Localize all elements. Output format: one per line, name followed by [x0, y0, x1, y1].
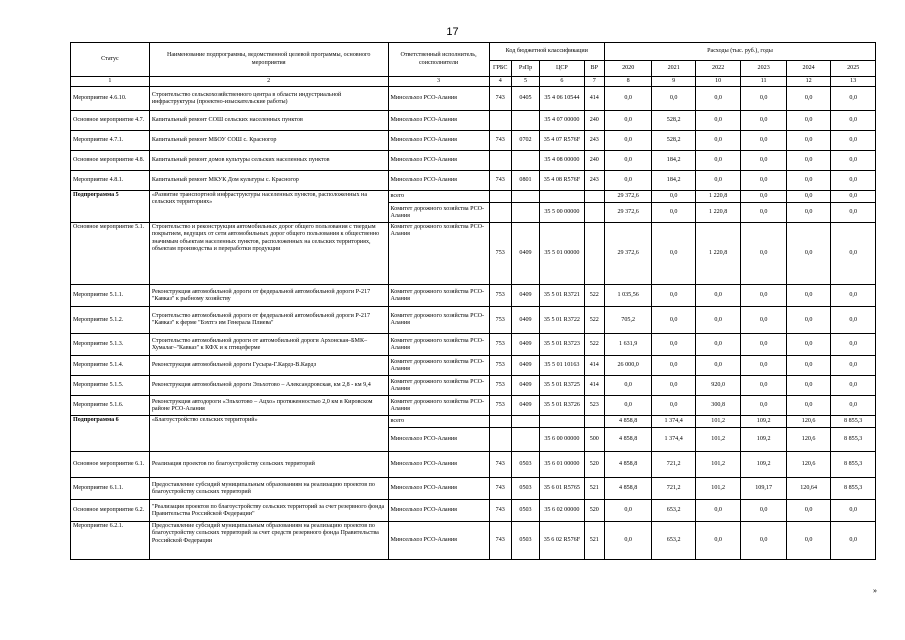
- row-executor: Минсельхоз РСО-Алания: [388, 500, 489, 522]
- row-csr: 35 4 07 00000: [540, 111, 584, 131]
- row-2022: 101,2: [695, 478, 741, 500]
- subprogram-total-2024: 120,6: [786, 416, 830, 428]
- row-status: Мероприятие 6.1.1.: [71, 478, 150, 500]
- row-2021: 0,0: [652, 223, 695, 285]
- subprogram-total-label: всего: [388, 416, 489, 428]
- col-number: 5: [511, 77, 539, 87]
- row-2024: 0,0: [786, 500, 830, 522]
- row-2022: 0,0: [695, 334, 741, 356]
- row-status: Мероприятие 4.7.1.: [71, 131, 150, 151]
- row-2025: 0,0: [831, 307, 876, 334]
- row-rzpr: 0405: [511, 87, 539, 111]
- table-row: [71, 522, 876, 560]
- row-2021: 0,0: [652, 285, 695, 307]
- col-number: 3: [388, 77, 489, 87]
- row-2021: 0,0: [652, 334, 695, 356]
- subprogram-exec-2025: 8 855,3: [831, 428, 876, 452]
- row-status: Основное мероприятие 6.1.: [71, 452, 150, 478]
- row-2023: 0,0: [741, 396, 787, 416]
- row-2021: 184,2: [652, 151, 695, 171]
- subprogram-exec-2025: 0,0: [831, 203, 876, 223]
- row-2023: 109,2: [741, 452, 787, 478]
- row-2025: 0,0: [831, 87, 876, 111]
- row-csr: 35 4 08 R576F: [540, 171, 584, 191]
- row-vr: 414: [584, 376, 604, 396]
- row-rzpr: 0503: [511, 452, 539, 478]
- row-grbs: 743: [489, 171, 511, 191]
- row-2021: 0,0: [652, 376, 695, 396]
- row-2023: 0,0: [741, 307, 787, 334]
- row-vr: 414: [584, 87, 604, 111]
- row-grbs: 753: [489, 307, 511, 334]
- row-name: Капитальный ремонт МКУК Дом культуры с. Красногор: [149, 171, 388, 191]
- row-2022: 101,2: [695, 452, 741, 478]
- header-year: 2020: [604, 61, 652, 77]
- row-2024: 0,0: [786, 307, 830, 334]
- row-executor: Комитет дорожного хозяйства РСО-Алания: [388, 376, 489, 396]
- row-vr: 414: [584, 356, 604, 376]
- row-2024: 0,0: [786, 131, 830, 151]
- row-executor: Минсельхоз РСО-Алания: [388, 111, 489, 131]
- row-2020: 29 372,6: [604, 223, 652, 285]
- row-status: Основное мероприятие 6.2.: [71, 500, 150, 522]
- row-executor: Минсельхоз РСО-Алания: [388, 171, 489, 191]
- row-csr: 35 5 01 00000: [540, 223, 584, 285]
- row-grbs: 743: [489, 478, 511, 500]
- row-executor: Минсельхоз РСО-Алания: [388, 131, 489, 151]
- row-grbs: 753: [489, 376, 511, 396]
- row-2022: 0,0: [695, 151, 741, 171]
- row-status: Мероприятие 5.1.3.: [71, 334, 150, 356]
- row-2021: 528,2: [652, 111, 695, 131]
- subprogram-exec-2020: 4 858,8: [604, 428, 652, 452]
- row-2022: 0,0: [695, 111, 741, 131]
- row-2025: 0,0: [831, 334, 876, 356]
- col-number: 2: [149, 77, 388, 87]
- row-2024: 0,0: [786, 356, 830, 376]
- header-rzpr: РзПр: [511, 61, 539, 77]
- row-grbs: 753: [489, 285, 511, 307]
- row-csr: 35 5 01 R3721: [540, 285, 584, 307]
- subprogram-status: Подпрограмма 6: [71, 416, 150, 452]
- row-csr: 35 4 06 10544: [540, 87, 584, 111]
- row-2024: 0,0: [786, 285, 830, 307]
- table-row: [71, 131, 876, 151]
- row-name: Реконструкция автомобильной дороги от федеральной автомобильной дороги Р-217 "Кавказ" к рыбному хозяйству: [149, 285, 388, 307]
- row-2024: 0,0: [786, 151, 830, 171]
- row-executor: Комитет дорожного хозяйства РСО-Алания: [388, 285, 489, 307]
- table-row: [71, 307, 876, 334]
- row-status: Основное мероприятие 4.7.: [71, 111, 150, 131]
- header-year: 2021: [652, 61, 695, 77]
- row-2021: 184,2: [652, 171, 695, 191]
- row-status: Мероприятие 4.6.10.: [71, 87, 150, 111]
- row-2020: 4 858,8: [604, 452, 652, 478]
- col-number: 12: [786, 77, 830, 87]
- row-2023: 0,0: [741, 87, 787, 111]
- header-year: 2025: [831, 61, 876, 77]
- row-rzpr: [511, 151, 539, 171]
- row-csr: 35 6 02 00000: [540, 500, 584, 522]
- row-csr: 35 5 01 10163: [540, 356, 584, 376]
- row-executor: Минсельхоз РСО-Алания: [388, 452, 489, 478]
- subprogram-exec-2022: 1 220,8: [695, 203, 741, 223]
- row-rzpr: 0503: [511, 478, 539, 500]
- row-csr: 35 6 01 00000: [540, 452, 584, 478]
- subprogram-executor: Комитет дорожного хозяйства РСО-Алания: [388, 203, 489, 223]
- row-2024: 0,0: [786, 396, 830, 416]
- subprogram-total-2021: 0,0: [652, 191, 695, 203]
- row-grbs: 753: [489, 334, 511, 356]
- row-2022: 0,0: [695, 285, 741, 307]
- header-name: Наименование подпрограммы, ведомственной целевой программы, основного мероприятия: [149, 43, 388, 77]
- row-status: Мероприятие 5.1.5.: [71, 376, 150, 396]
- row-2025: 8 855,3: [831, 452, 876, 478]
- row-2023: 0,0: [741, 500, 787, 522]
- row-2023: 0,0: [741, 376, 787, 396]
- row-grbs: [489, 111, 511, 131]
- row-executor: Минсельхоз РСО-Алания: [388, 478, 489, 500]
- row-2024: 0,0: [786, 87, 830, 111]
- table-row: [71, 356, 876, 376]
- subprogram-exec-2023: 109,2: [741, 428, 787, 452]
- row-vr: 522: [584, 307, 604, 334]
- row-2024: 120,6: [786, 452, 830, 478]
- row-rzpr: 0409: [511, 376, 539, 396]
- row-2025: 0,0: [831, 131, 876, 151]
- row-status: Основное мероприятие 5.1.: [71, 223, 150, 285]
- row-grbs: 743: [489, 522, 511, 560]
- table-row: [71, 396, 876, 416]
- row-2021: 0,0: [652, 356, 695, 376]
- row-2023: 0,0: [741, 131, 787, 151]
- row-2023: 0,0: [741, 334, 787, 356]
- row-2020: 1 035,56: [604, 285, 652, 307]
- subprogram-exec-2023: 0,0: [741, 203, 787, 223]
- subprogram-total-2020: 29 372,6: [604, 191, 652, 203]
- page-number: 17: [446, 26, 459, 38]
- row-rzpr: 0409: [511, 356, 539, 376]
- row-grbs: 743: [489, 452, 511, 478]
- subprogram-executor: Минсельхоз РСО-Алания: [388, 428, 489, 452]
- row-name: "Реализация проектов по благоустройству сельских территорий за счет резервного фонда Правительства Российской Федерации": [149, 500, 388, 522]
- row-csr: 35 6 02 R576F: [540, 522, 584, 560]
- row-2020: 1 631,9: [604, 334, 652, 356]
- row-2024: 0,0: [786, 223, 830, 285]
- row-name: Строительство автомобильной дороги от федеральной автомобильной дороги Р-217 "Кавказ" к ферме "Бэхтгэ им Генерала Плиева": [149, 307, 388, 334]
- row-2021: 653,2: [652, 522, 695, 560]
- row-csr: 35 4 08 00000: [540, 151, 584, 171]
- subprogram-total-2025: 8 855,3: [831, 416, 876, 428]
- row-2021: 0,0: [652, 307, 695, 334]
- header-budget-code: Код бюджетной классификации: [489, 43, 604, 61]
- row-grbs: [489, 151, 511, 171]
- row-vr: [584, 223, 604, 285]
- row-2022: 0,0: [695, 307, 741, 334]
- row-executor: Комитет дорожного хозяйства РСО-Алания: [388, 334, 489, 356]
- subprogram-vr: 500: [584, 428, 604, 452]
- subprogram-name: «Благоустройство сельских территорий»: [149, 416, 388, 452]
- row-2023: 0,0: [741, 356, 787, 376]
- row-vr: 520: [584, 500, 604, 522]
- row-vr: 243: [584, 131, 604, 151]
- table-row: [71, 500, 876, 522]
- subprogram-csr: 35 6 00 00000: [540, 428, 584, 452]
- row-2022: 0,0: [695, 87, 741, 111]
- row-grbs: 753: [489, 223, 511, 285]
- row-2022: 0,0: [695, 171, 741, 191]
- row-grbs: 753: [489, 356, 511, 376]
- row-2020: 4 858,8: [604, 478, 652, 500]
- row-2025: 0,0: [831, 285, 876, 307]
- row-rzpr: 0801: [511, 171, 539, 191]
- row-executor: Комитет дорожного хозяйства РСО-Алания: [388, 307, 489, 334]
- row-2025: 0,0: [831, 223, 876, 285]
- table-row: [71, 285, 876, 307]
- row-name: Реконструкция автомобильной дороги Эльхотово – Александровская, км 2,8 - км 9,4: [149, 376, 388, 396]
- header-status: Статус: [71, 43, 150, 77]
- table-row: [71, 151, 876, 171]
- subprogram-total-2024: 0,0: [786, 191, 830, 203]
- row-2025: 0,0: [831, 376, 876, 396]
- row-2020: 0,0: [604, 376, 652, 396]
- subprogram-total-2023: 109,2: [741, 416, 787, 428]
- row-name: Предоставление субсидий муниципальным образованиям на реализацию проектов по благоустройству сельских территорий за счет средств резервного фонда Правительства Российской Федерации: [149, 522, 388, 560]
- subprogram-total-2023: 0,0: [741, 191, 787, 203]
- row-executor: Минсельхоз РСО-Алания: [388, 522, 489, 560]
- subprogram-exec-2021: 1 374,4: [652, 428, 695, 452]
- row-name: Строительство сельскохозяйственного центра в области индустриальной инфраструктуры (проектно-изыскательские работы): [149, 87, 388, 111]
- row-csr: 35 4 07 R576F: [540, 131, 584, 151]
- row-2022: 920,0: [695, 376, 741, 396]
- row-executor: Комитет дорожного хозяйства РСО-Алания: [388, 356, 489, 376]
- row-2024: 0,0: [786, 522, 830, 560]
- closing-quote-mark: »: [873, 586, 877, 595]
- row-2020: 0,0: [604, 151, 652, 171]
- row-2021: 721,2: [652, 452, 695, 478]
- row-2023: 0,0: [741, 171, 787, 191]
- subprogram-exec-2020: 29 372,6: [604, 203, 652, 223]
- row-vr: 522: [584, 285, 604, 307]
- subprogram-name: «Развитие транспортной инфраструктуры населенных пунктов, расположенных на сельских территориях»: [149, 191, 388, 223]
- row-vr: 243: [584, 171, 604, 191]
- subprogram-total-2020: 4 858,8: [604, 416, 652, 428]
- row-2025: 0,0: [831, 111, 876, 131]
- subprogram-row: [71, 416, 876, 428]
- col-number: 10: [695, 77, 741, 87]
- row-2024: 0,0: [786, 376, 830, 396]
- row-2021: 0,0: [652, 87, 695, 111]
- row-grbs: 753: [489, 396, 511, 416]
- subprogram-total-2025: 0,0: [831, 191, 876, 203]
- row-status: Основное мероприятие 4.8.: [71, 151, 150, 171]
- header-grbs: ГРБС: [489, 61, 511, 77]
- row-2020: 0,0: [604, 131, 652, 151]
- col-number: 11: [741, 77, 787, 87]
- budget-table: [70, 42, 876, 560]
- row-csr: 35 5 01 R3725: [540, 376, 584, 396]
- header-expenses: Расходы (тыс. руб.), годы: [604, 43, 875, 61]
- subprogram-exec-2022: 101,2: [695, 428, 741, 452]
- row-name: Реализация проектов по благоустройству сельских территорий: [149, 452, 388, 478]
- row-2021: 721,2: [652, 478, 695, 500]
- col-number: 13: [831, 77, 876, 87]
- row-name: Предоставление субсидий муниципальным образованиям на реализацию проектов по благоустройству сельских территорий: [149, 478, 388, 500]
- row-name: Капитальный ремонт СОШ сельских населенных пунктов: [149, 111, 388, 131]
- col-number: 9: [652, 77, 695, 87]
- row-rzpr: 0409: [511, 334, 539, 356]
- row-2020: 0,0: [604, 111, 652, 131]
- row-2020: 0,0: [604, 396, 652, 416]
- row-status: Мероприятие 5.1.2.: [71, 307, 150, 334]
- row-2022: 0,0: [695, 131, 741, 151]
- row-csr: 35 5 01 R3723: [540, 334, 584, 356]
- row-2025: 8 855,3: [831, 478, 876, 500]
- col-number: 8: [604, 77, 652, 87]
- row-csr: 35 5 01 R3726: [540, 396, 584, 416]
- subprogram-exec-2021: 0,0: [652, 203, 695, 223]
- subprogram-total-2022: 1 220,8: [695, 191, 741, 203]
- table-row: [71, 452, 876, 478]
- row-rzpr: 0702: [511, 131, 539, 151]
- row-name: Строительство автомобильной дороги от автомобильной дороги Архонская–БМК–Хумалаг–"Кавказ" к КФХ и к птицеферме: [149, 334, 388, 356]
- row-grbs: 743: [489, 500, 511, 522]
- col-number: 4: [489, 77, 511, 87]
- header-year: 2023: [741, 61, 787, 77]
- col-number: 6: [540, 77, 584, 87]
- col-number: 1: [71, 77, 150, 87]
- row-2021: 0,0: [652, 396, 695, 416]
- row-csr: 35 5 01 R3722: [540, 307, 584, 334]
- row-2020: 0,0: [604, 87, 652, 111]
- row-2025: 0,0: [831, 356, 876, 376]
- row-grbs: 743: [489, 87, 511, 111]
- row-vr: 521: [584, 522, 604, 560]
- table-row: [71, 334, 876, 356]
- row-status: Мероприятие 5.1.1.: [71, 285, 150, 307]
- row-rzpr: 0503: [511, 522, 539, 560]
- row-grbs: 743: [489, 131, 511, 151]
- row-2023: 0,0: [741, 522, 787, 560]
- row-2020: 0,0: [604, 500, 652, 522]
- row-2020: 26 000,0: [604, 356, 652, 376]
- row-2023: 109,17: [741, 478, 787, 500]
- subprogram-exec-2024: 120,6: [786, 428, 830, 452]
- subprogram-total-2022: 101,2: [695, 416, 741, 428]
- row-name: Строительство и реконструкция автомобильных дорог общего пользования с твердым покрытием, ведущих от сети автомобильных дорог общего пользования к общественно значимым объектам населенных пунктов, расположенных на сельских территориях, объектам производства и переработки продукции: [149, 223, 388, 285]
- row-2025: 0,0: [831, 396, 876, 416]
- row-rzpr: 0409: [511, 396, 539, 416]
- row-2025: 0,0: [831, 522, 876, 560]
- subprogram-total-2021: 1 374,4: [652, 416, 695, 428]
- header-year: 2022: [695, 61, 741, 77]
- row-2023: 0,0: [741, 285, 787, 307]
- row-name: Реконструкция автомобильной дороги Гусыра-Г.Кардз-В.Кардз: [149, 356, 388, 376]
- row-2021: 528,2: [652, 131, 695, 151]
- row-name: Реконструкция автодороги «Эльхотово – Ацхо» протяженностью 2,0 км в Кировском районе РСО-Алания: [149, 396, 388, 416]
- row-2025: 0,0: [831, 151, 876, 171]
- row-status: Мероприятие 5.1.6.: [71, 396, 150, 416]
- row-vr: 522: [584, 334, 604, 356]
- header-executor: Ответственный исполнитель, соисполнители: [388, 43, 489, 77]
- row-2020: 0,0: [604, 171, 652, 191]
- subprogram-total-label: всего: [388, 191, 489, 203]
- row-executor: Комитет дорожного хозяйства РСО-Алания: [388, 223, 489, 285]
- row-2022: 0,0: [695, 500, 741, 522]
- table-row: [71, 171, 876, 191]
- header-vr: ВР: [584, 61, 604, 77]
- row-vr: 520: [584, 452, 604, 478]
- row-2023: 0,0: [741, 111, 787, 131]
- row-2021: 653,2: [652, 500, 695, 522]
- row-csr: 35 6 01 R5765: [540, 478, 584, 500]
- row-2020: 705,2: [604, 307, 652, 334]
- row-2024: 0,0: [786, 171, 830, 191]
- row-vr: 523: [584, 396, 604, 416]
- row-2022: 300,8: [695, 396, 741, 416]
- row-rzpr: 0409: [511, 285, 539, 307]
- row-name: Капитальный ремонт МБОУ СОШ с. Красногор: [149, 131, 388, 151]
- table-row: [71, 478, 876, 500]
- row-vr: 240: [584, 111, 604, 131]
- table-row: [71, 376, 876, 396]
- subprogram-csr: 35 5 00 00000: [540, 203, 584, 223]
- row-executor: Минсельхоз РСО-Алания: [388, 87, 489, 111]
- row-vr: 240: [584, 151, 604, 171]
- row-rzpr: [511, 111, 539, 131]
- row-2022: 0,0: [695, 356, 741, 376]
- row-status: Мероприятие 4.8.1.: [71, 171, 150, 191]
- row-2024: 0,0: [786, 334, 830, 356]
- col-number: 7: [584, 77, 604, 87]
- table-row: [71, 111, 876, 131]
- row-2024: 120,64: [786, 478, 830, 500]
- row-executor: Минсельхоз РСО-Алания: [388, 151, 489, 171]
- row-2022: 0,0: [695, 522, 741, 560]
- subprogram-row: [71, 191, 876, 203]
- row-2024: 0,0: [786, 111, 830, 131]
- row-2020: 0,0: [604, 522, 652, 560]
- row-rzpr: 0409: [511, 307, 539, 334]
- row-status: Мероприятие 5.1.4.: [71, 356, 150, 376]
- row-2025: 0,0: [831, 171, 876, 191]
- row-2023: 0,0: [741, 151, 787, 171]
- table-row: [71, 223, 876, 285]
- header-year: 2024: [786, 61, 830, 77]
- subprogram-exec-2024: 0,0: [786, 203, 830, 223]
- row-2023: 0,0: [741, 223, 787, 285]
- row-2022: 1 220,8: [695, 223, 741, 285]
- row-rzpr: 0409: [511, 223, 539, 285]
- row-executor: Комитет дорожного хозяйства РСО-Алания: [388, 396, 489, 416]
- column-numbers-row: [71, 77, 876, 87]
- table-row: [71, 87, 876, 111]
- row-2025: 0,0: [831, 500, 876, 522]
- row-vr: 521: [584, 478, 604, 500]
- row-rzpr: 0503: [511, 500, 539, 522]
- row-status: Мероприятие 6.2.1.: [71, 522, 150, 560]
- row-name: Капитальный ремонт домов культуры сельских населенных пунктов: [149, 151, 388, 171]
- subprogram-status: Подпрограмма 5: [71, 191, 150, 223]
- header-csr: ЦСР: [540, 61, 584, 77]
